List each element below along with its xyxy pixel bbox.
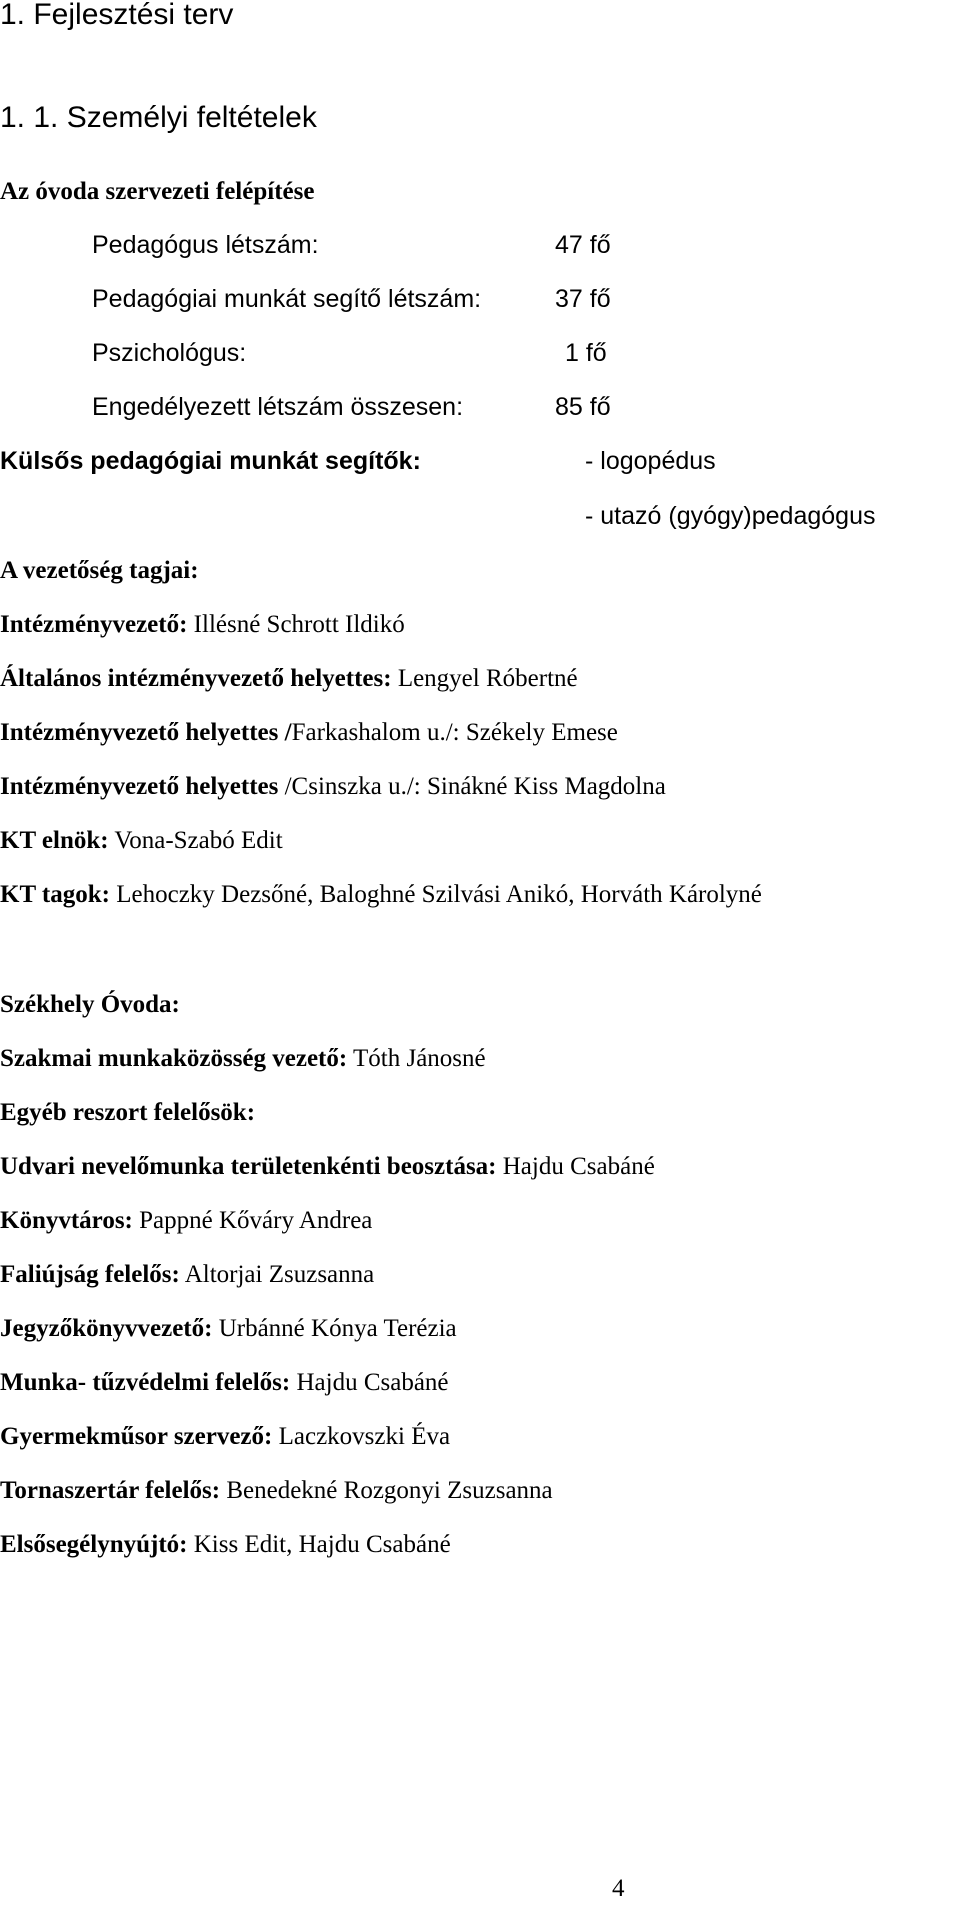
seat-line: [0, 1476, 553, 1506]
seat-name: Kiss Edit, Hajdu Csabáné: [187, 1531, 451, 1558]
seat-name: Hajdu Csabáné: [290, 1369, 449, 1396]
leader-line: [0, 826, 283, 856]
staff-row: [0, 230, 960, 260]
seat-role: Szakmai munkaközösség vezető:: [0, 1045, 348, 1072]
seat-role: Faliújság felelős:: [0, 1261, 180, 1288]
seat-line: [0, 1044, 486, 1074]
seat-line: [0, 1530, 451, 1560]
external-item: - logopédus: [585, 447, 716, 475]
seat-name: Pappné Kőváry Andrea: [132, 1207, 373, 1234]
seat-role: Jegyzőkönyvvezető:: [0, 1315, 213, 1342]
seat-name: Hajdu Csabáné: [496, 1153, 655, 1180]
seat-role: Munka- tűzvédelmi felelős:: [0, 1369, 291, 1396]
leader-line: [0, 610, 405, 640]
external-item: - utazó (gyógy)pedagógus: [585, 502, 876, 530]
leader-name: Farkashalom u./: Székely Emese: [291, 719, 618, 746]
leader-role: Általános intézményvezető helyettes:: [0, 665, 392, 692]
leader-name: Illésné Schrott Ildikó: [187, 611, 405, 638]
seat-line: [0, 1206, 372, 1236]
staff-row: [0, 284, 960, 314]
leader-role: Intézményvezető helyettes: [0, 773, 279, 800]
seat-line: [0, 1260, 374, 1290]
staff-value: 85 fő: [555, 393, 611, 421]
staff-value: 47 fő: [555, 231, 611, 259]
seat-role: Egyéb reszort felelősök:: [0, 1099, 256, 1126]
leader-name: Lehoczky Dezsőné, Baloghné Szilvási Anikó, Horváth Károlyné: [109, 881, 762, 908]
leader-line: [0, 880, 762, 910]
seat-line: [0, 1368, 449, 1398]
page-title: 1. Fejlesztési terv: [0, 0, 234, 31]
seat-heading: Székhely Óvoda:: [0, 991, 180, 1018]
leader-name: Lengyel Róbertné: [391, 665, 578, 692]
staff-label: Pedagógiai munkát segítő létszám:: [92, 285, 482, 313]
leadership-heading: A vezetőség tagjai:: [0, 557, 199, 584]
seat-role: Elsősegélynyújtó:: [0, 1531, 188, 1558]
seat-line: [0, 1422, 450, 1452]
leader-line: [0, 718, 618, 748]
external-label: Külsős pedagógiai munkát segítők:: [0, 447, 421, 475]
seat-name: Laczkovszki Éva: [272, 1423, 451, 1450]
leader-name: /Csinszka u./: Sinákné Kiss Magdolna: [278, 773, 666, 800]
seat-name: Benedekné Rozgonyi Zsuzsanna: [220, 1477, 553, 1504]
seat-name: Urbánné Kónya Terézia: [212, 1315, 457, 1342]
leader-role: Intézményvezető:: [0, 611, 188, 638]
seat-line: [0, 1314, 457, 1344]
seat-role: Könyvtáros:: [0, 1207, 133, 1234]
seat-role: Udvari nevelőmunka területenkénti beosztása:: [0, 1153, 497, 1180]
staff-value: 1 fő: [565, 339, 607, 367]
seat-role: Gyermekműsor szervező:: [0, 1423, 273, 1450]
staff-label: Pedagógus létszám:: [92, 231, 319, 259]
leader-role: KT elnök:: [0, 827, 109, 854]
leader-line: [0, 772, 666, 802]
section-title: 1. 1. Személyi feltételek: [0, 101, 317, 134]
seat-role: Tornaszertár felelős:: [0, 1477, 221, 1504]
page-number: 4: [612, 1875, 625, 1902]
staff-label: Pszichológus:: [92, 339, 247, 367]
staff-row: [0, 338, 960, 368]
org-heading: Az óvoda szervezeti felépítése: [0, 178, 315, 205]
seat-name: Tóth Jánosné: [347, 1045, 486, 1072]
staff-row: [0, 392, 960, 422]
seat-line: [0, 1098, 255, 1128]
staff-label: Engedélyezett létszám összesen:: [92, 393, 464, 421]
leader-line: [0, 664, 578, 694]
staff-value: 37 fő: [555, 285, 611, 313]
seat-name: Altorjai Zsuzsanna: [179, 1261, 375, 1288]
leader-role: Intézményvezető helyettes /: [0, 719, 292, 746]
leader-role: KT tagok:: [0, 881, 110, 908]
leader-name: Vona-Szabó Edit: [108, 827, 283, 854]
seat-line: [0, 1152, 655, 1182]
